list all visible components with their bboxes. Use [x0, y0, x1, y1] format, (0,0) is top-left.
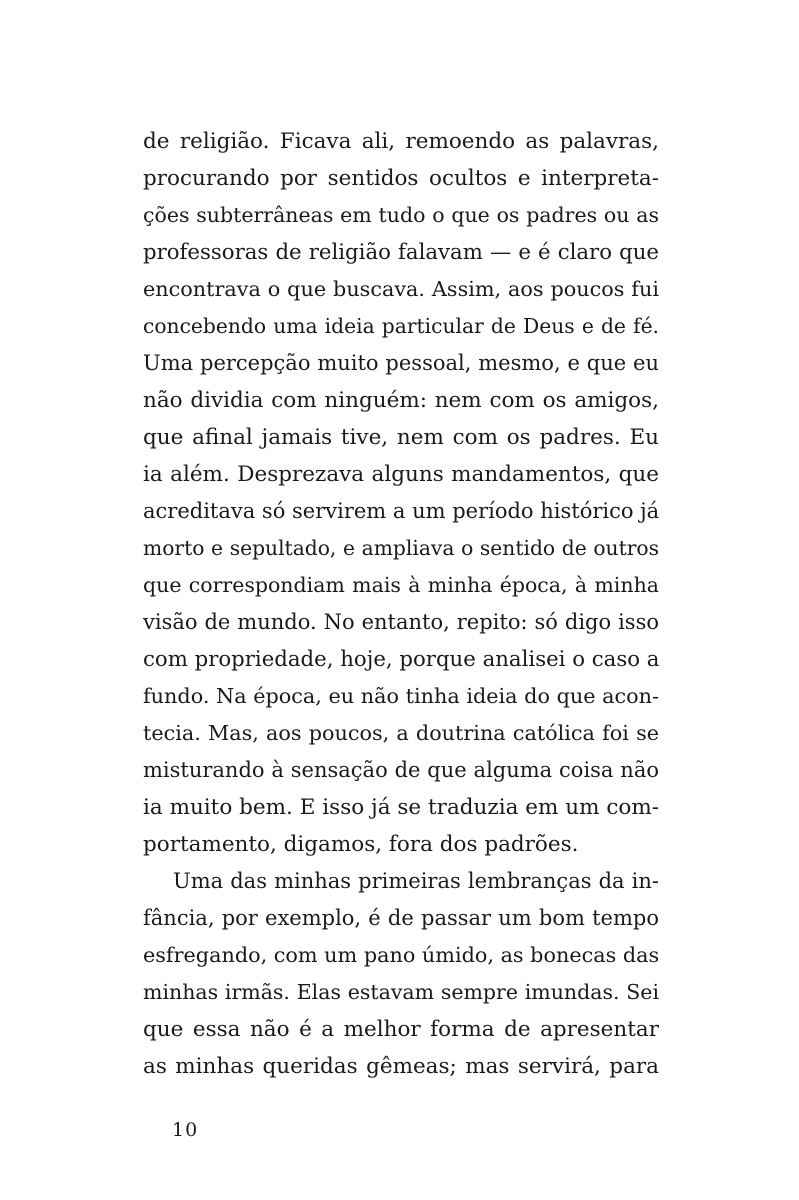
- page-number: 10: [172, 1119, 199, 1141]
- text-line: procurando por sentidos ocultos e interpreta-: [143, 166, 659, 191]
- text-line: com propriedade, hoje, porque analisei o caso a: [143, 647, 659, 672]
- text-line: encontrava o que buscava. Assim, aos poucos fui: [143, 277, 659, 301]
- text-line: não dividia com ninguém: nem com os amigos,: [143, 388, 659, 413]
- text-line: Uma percepção muito pessoal, mesmo, e que eu: [143, 351, 659, 375]
- text-line: as minhas queridas gêmeas; mas servirá, para: [143, 1054, 659, 1079]
- paragraph-start-line: Uma das minhas primeiras lembranças da in-: [173, 869, 659, 893]
- text-line: ções subterrâneas em tudo o que os padres ou as: [143, 203, 659, 227]
- text-line: de religião. Ficava ali, remoendo as palavras,: [143, 129, 659, 154]
- text-line: que afinal jamais tive, nem com os padres. Eu: [143, 425, 659, 450]
- text-line: ia além. Desprezava alguns mandamentos, que: [143, 462, 659, 487]
- text-line: visão de mundo. No entanto, repito: só digo isso: [143, 610, 659, 634]
- text-line: que essa não é a melhor forma de apresentar: [143, 1017, 659, 1042]
- body-text: [143, 123, 659, 1085]
- text-line: minhas irmãs. Elas estavam sempre imundas. Sei: [143, 980, 659, 1004]
- text-line: acreditava só servirem a um período histórico já: [143, 499, 659, 523]
- text-line: morto e sepultado, e ampliava o sentido de outros: [143, 536, 659, 560]
- text-line: professoras de religião falavam — e é claro que: [143, 240, 659, 265]
- text-line: fundo. Na época, eu não tinha ideia do que acon-: [143, 684, 659, 708]
- paragraph-end-line: portamento, digamos, fora dos padrões.: [143, 832, 579, 857]
- text-line: esfregando, com um pano úmido, as bonecas das: [143, 943, 659, 967]
- text-line: concebendo uma ideia particular de Deus e de fé.: [143, 314, 659, 338]
- text-line: que correspondiam mais à minha época, à minha: [143, 573, 659, 597]
- text-line: misturando à sensação de que alguma coisa não: [143, 758, 659, 782]
- text-line: ia muito bem. E isso já se traduzia em um com-: [143, 795, 659, 820]
- text-line: fância, por exemplo, é de passar um bom tempo: [143, 906, 659, 930]
- text-line: tecia. Mas, aos poucos, a doutrina católica foi se: [143, 721, 659, 745]
